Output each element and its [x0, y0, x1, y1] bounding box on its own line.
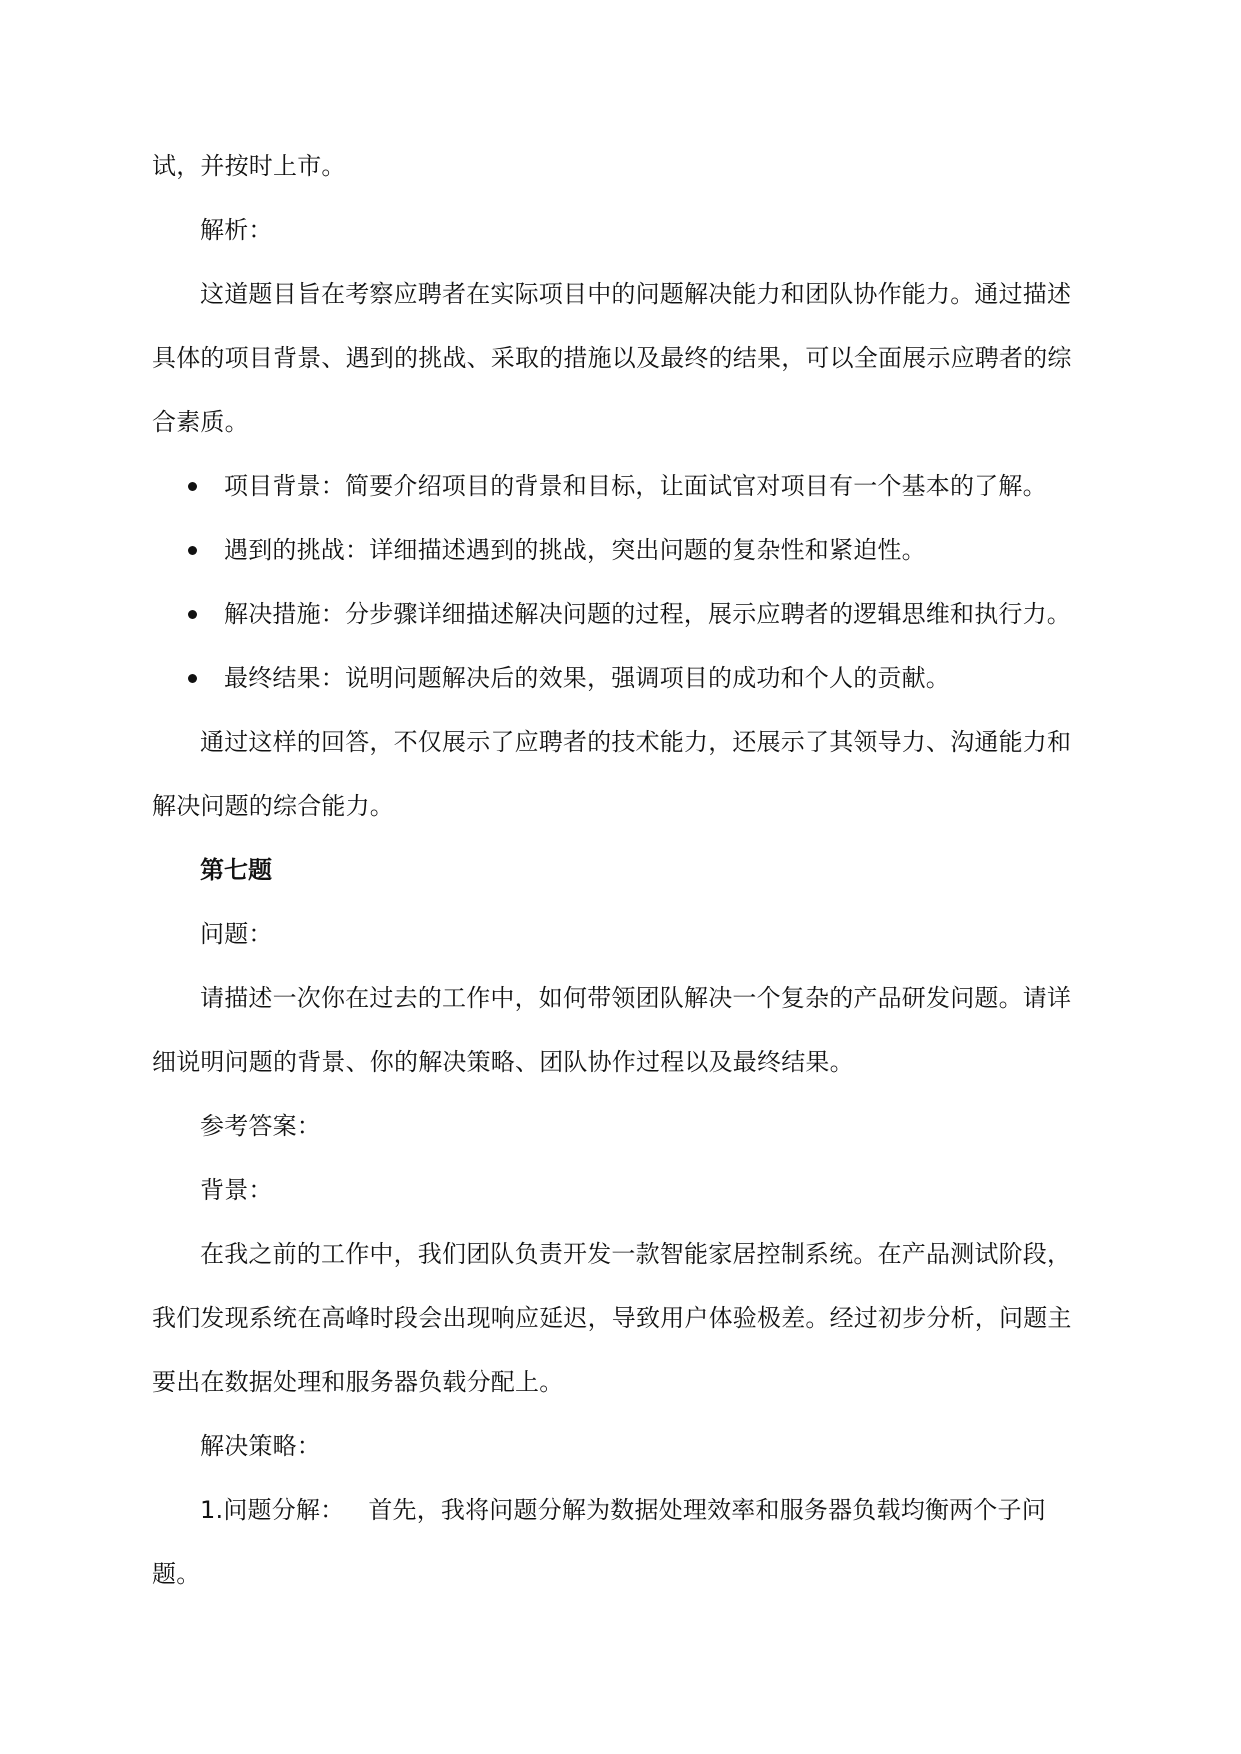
bullet-dot-icon [188, 482, 197, 491]
summary-paragraph: 通过这样的回答，不仅展示了应聘者的技术能力，还展示了其领导力、沟通能力和解决问题的综合能力。 [152, 728, 1072, 820]
bullet-text: 解决措施：分步骤详细描述解决问题的过程，展示应聘者的逻辑思维和执行力。 [224, 600, 1071, 628]
bullet-text: 项目背景：简要介绍项目的背景和目标，让面试官对项目有一个基本的了解。 [224, 472, 1047, 500]
analysis-bullet-list [152, 454, 1092, 710]
step-1-text: 首先，我将问题分解为数据处理效率和服务器负载均衡两个子问题。 [152, 1496, 1046, 1588]
bullet-dot-icon [188, 610, 197, 619]
bullet-item-project-background [152, 454, 1092, 518]
bullet-item-challenges [152, 518, 1092, 582]
question-paragraph: 请描述一次你在过去的工作中，如何带领团队解决一个复杂的产品研发问题。请详细说明问题的背景、你的解决策略、团队协作过程以及最终结果。 [152, 984, 1072, 1076]
step-1-paragraph [152, 1478, 1092, 1606]
bullet-dot-icon [188, 674, 197, 683]
bullet-text: 最终结果：说明问题解决后的效果，强调项目的成功和个人的贡献。 [224, 664, 950, 692]
bullet-item-solutions [152, 582, 1092, 646]
step-1-number: 1. [200, 1496, 224, 1524]
analysis-label: 解析： [200, 216, 273, 244]
background-label: 背景： [200, 1176, 273, 1204]
continued-paragraph: 试，并按时上市。 [152, 152, 346, 180]
background-paragraph: 在我之前的工作中，我们团队负责开发一款智能家居控制系统。在产品测试阶段，我们发现系统在高峰时段会出现响应延迟，导致用户体验极差。经过初步分析，问题主要出在数据处理和服务器负载分配上。 [152, 1240, 1072, 1396]
bullet-item-results [152, 646, 1092, 710]
reference-answer-label: 参考答案： [200, 1112, 321, 1140]
question-7-heading: 第七题 [200, 856, 272, 884]
question-label: 问题： [200, 920, 273, 948]
bullet-dot-icon [188, 546, 197, 555]
document-body [152, 134, 1092, 1606]
step-1-label: 问题分解： [223, 1496, 345, 1524]
strategy-label: 解决策略： [200, 1432, 321, 1460]
bullet-text: 遇到的挑战：详细描述遇到的挑战，突出问题的复杂性和紧迫性。 [224, 536, 926, 564]
analysis-paragraph: 这道题目旨在考察应聘者在实际项目中的问题解决能力和团队协作能力。通过描述具体的项目背景、遇到的挑战、采取的措施以及最终的结果，可以全面展示应聘者的综合素质。 [152, 280, 1072, 436]
